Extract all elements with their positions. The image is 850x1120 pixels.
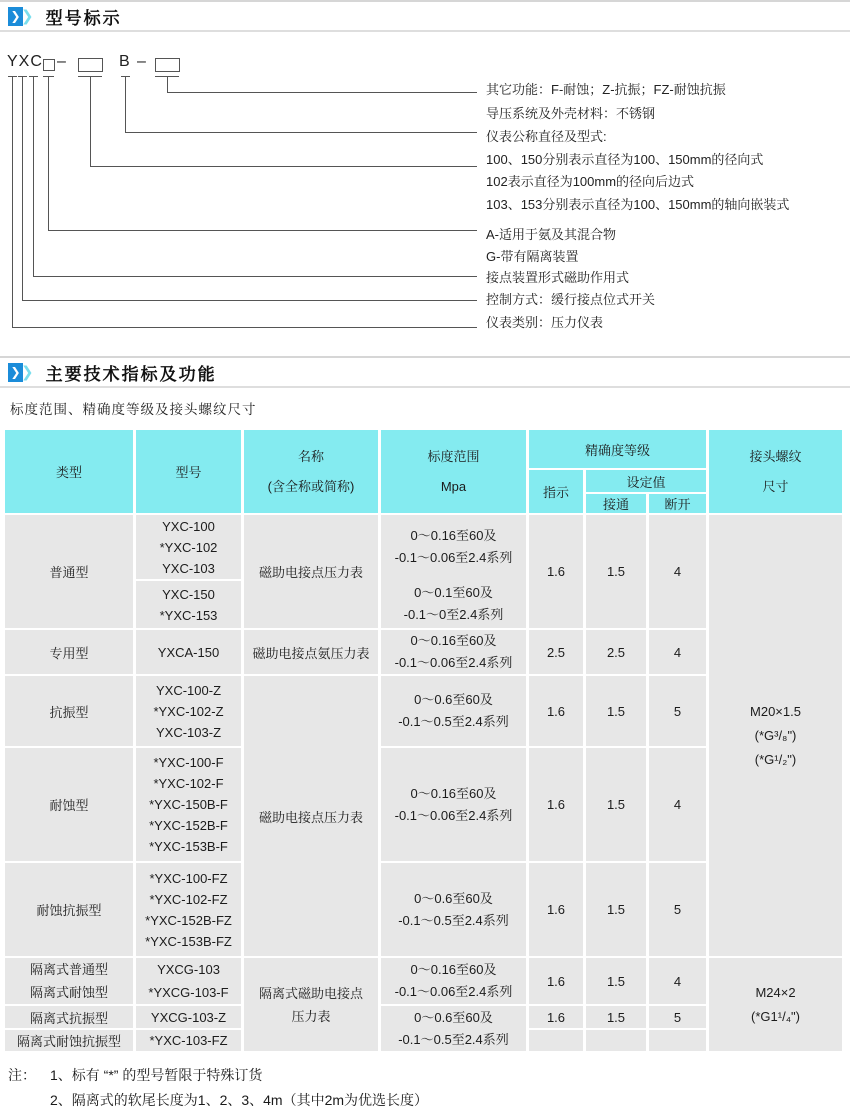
cell-name-mid-span: 磁助电接点压力表 <box>244 676 378 956</box>
type-line: 隔离式耐蚀型 <box>29 985 108 1000</box>
cell-models-ordinary-a <box>136 515 241 579</box>
range-line: 0～0.16至60及 <box>410 962 497 977</box>
range-line: -0.1～0.06至2.4系列 <box>394 807 513 823</box>
cell-models-isolated-1 <box>136 958 241 1004</box>
range-line: -0.1～0.06至2.4系列 <box>394 984 513 999</box>
cell-thread-isolated <box>709 958 842 1051</box>
cell-open-antivibration: 5 <box>649 676 706 746</box>
name-line: 压力表 <box>291 1008 331 1024</box>
thread-line: (*G¹/₂") <box>754 751 797 767</box>
model-item: YXC-100 <box>162 518 215 534</box>
cell-indication-antivibration: 1.6 <box>529 676 583 746</box>
cell-models-ordinary-b <box>136 581 241 628</box>
cell-close-isolated-3-empty <box>586 1030 646 1051</box>
header-thread-line2: 尺寸 <box>762 478 789 494</box>
cell-type-corrosion: 耐蚀型 <box>5 748 133 861</box>
cell-model-isolated-3: *YXC-103-FZ <box>136 1030 241 1051</box>
leader-line-box2 <box>90 76 91 166</box>
cell-close-special: 2.5 <box>586 630 646 674</box>
model-code-box-3 <box>155 58 180 72</box>
model-item: *YXCG-103-F <box>148 985 229 1000</box>
cell-thread-main <box>709 515 842 956</box>
chevron-glyph: ❯ <box>21 8 34 25</box>
cell-open-corrosion-antivibration: 5 <box>649 863 706 956</box>
cell-type-isolated-1 <box>5 958 133 1004</box>
header-close: 接通 <box>586 494 646 513</box>
cell-close-isolated-2: 1.5 <box>586 1006 646 1028</box>
thread-line: (*G³/₈") <box>754 727 797 743</box>
model-item: YXC-100-Z <box>155 682 222 698</box>
leader-line-x <box>22 76 23 300</box>
model-item: *YXC-153B-FZ <box>145 933 232 949</box>
cell-type-corrosion-antivibration: 耐蚀抗振型 <box>5 863 133 956</box>
section-header-technical-specs <box>0 356 850 388</box>
leader-line-c <box>33 76 34 276</box>
diagram-label-contact-device: 接点装置形式磁助作用式 <box>486 270 630 285</box>
model-item: YXC-103-Z <box>155 724 222 740</box>
diagram-label-ammonia: A-适用于氨及其混合物 <box>486 227 617 242</box>
cell-range-corrosion-antivibration <box>381 863 526 956</box>
cell-open-isolated-1: 4 <box>649 958 706 1004</box>
leader-run-box1 <box>48 230 477 231</box>
model-item: *YXC-152B-FZ <box>145 912 232 928</box>
header-thread <box>709 430 842 513</box>
range-line: 0～0.16至60及 <box>410 633 497 648</box>
cell-models-corrosion-antivibration <box>136 863 241 956</box>
model-item: *YXC-102-Z <box>153 703 224 719</box>
model-code-box-2 <box>78 58 103 72</box>
model-item: *YXC-153 <box>159 607 218 623</box>
leader-run-c <box>33 276 477 277</box>
cell-model-isolated-2: YXCG-103-Z <box>136 1006 241 1028</box>
header-type: 类型 <box>5 430 133 513</box>
model-item: *YXC-102-FZ <box>149 891 228 907</box>
diagram-label-diameter-103-153: 103、153分别表示直径为100、150mm的轴向嵌装式 <box>486 197 790 212</box>
cell-type-special: 专用型 <box>5 630 133 674</box>
note-label: 注： <box>8 1067 36 1083</box>
chevron-glyph: ❯ <box>21 364 34 381</box>
cell-range-isolated-1 <box>381 958 526 1004</box>
cell-indication-isolated-3-empty <box>529 1030 583 1051</box>
model-item: *YXC-100-F <box>153 755 224 770</box>
cell-name-special: 磁助电接点氨压力表 <box>244 630 378 674</box>
model-designation-diagram <box>0 32 850 352</box>
cell-close-ordinary: 1.5 <box>586 515 646 628</box>
range-line: 0～0.6至60及 <box>414 890 493 906</box>
cell-type-isolated-3: 隔离式耐蚀抗振型 <box>5 1030 133 1051</box>
range-line: -0.1～0.5至2.4系列 <box>398 1031 509 1047</box>
model-item: YXC-103 <box>162 560 215 576</box>
header-name <box>244 430 378 513</box>
cell-close-antivibration: 1.5 <box>586 676 646 746</box>
header-thread-line1: 接头螺纹 <box>749 448 802 464</box>
diagram-label-isolation: G-带有隔离装置 <box>486 249 579 264</box>
model-item: *YXC-102-F <box>153 776 224 791</box>
type-line: 隔离式普通型 <box>29 962 108 977</box>
cell-open-isolated-2: 5 <box>649 1006 706 1028</box>
header-open: 断开 <box>649 494 706 513</box>
header-name-line1: 名称 <box>297 448 324 464</box>
diagram-label-material: 导压系统及外壳材料：不锈钢 <box>486 106 656 121</box>
model-item: *YXC-100-FZ <box>149 870 228 886</box>
leader-run-box3 <box>167 92 477 93</box>
specifications-table <box>5 430 842 1051</box>
header-range <box>381 430 526 513</box>
footnotes <box>8 1063 428 1113</box>
cell-open-corrosion: 4 <box>649 748 706 861</box>
section-title-technical-specs: 主要技术指标及功能 <box>45 364 217 384</box>
range-line: -0.1～0.5至2.4系列 <box>398 714 509 729</box>
cell-type-isolated-2: 隔离式抗振型 <box>5 1006 133 1028</box>
note-lines <box>50 1063 428 1113</box>
name-line: 隔离式磁助电接点 <box>258 985 363 1001</box>
section-title-model-designation: 型号标示 <box>45 8 122 28</box>
note-line-2: 2、隔离式的软尾长度为1、2、3、4m（其中2m为优选长度） <box>50 1092 429 1108</box>
cell-type-ordinary: 普通型 <box>5 515 133 628</box>
range-line: 0～0.16至60及 <box>410 528 497 543</box>
cell-range-ordinary <box>381 515 526 628</box>
diagram-label-instrument-category: 仪表类别：压力仪表 <box>486 315 604 330</box>
range-line: 0～0.16至60及 <box>410 785 497 801</box>
thread-line: M24×2 <box>755 984 796 1000</box>
leader-run-x <box>22 300 477 301</box>
header-setpoint: 设定值 <box>586 470 706 492</box>
cell-indication-ordinary: 1.6 <box>529 515 583 628</box>
chevron-glyph: ❯ <box>10 9 21 23</box>
thread-line: (*G1¹/₄") <box>751 1008 800 1024</box>
leader-run-y <box>12 327 477 328</box>
leader-line-box3 <box>167 76 168 92</box>
leader-line-b <box>125 76 126 132</box>
model-item: YXCG-103 <box>157 962 220 977</box>
model-code-dash-2: – <box>137 53 147 70</box>
cell-models-corrosion <box>136 748 241 861</box>
cell-indication-corrosion-antivibration: 1.6 <box>529 863 583 956</box>
model-item: *YXC-102 <box>159 539 218 555</box>
header-name-line2: (含全称或简称) <box>267 478 355 494</box>
range-line: -0.1～0至2.4系列 <box>403 606 504 622</box>
range-line: 0～0.6至60及 <box>414 1009 493 1025</box>
thread-line: M20×1.5 <box>750 703 801 719</box>
range-line: 0～0.6至60及 <box>414 692 493 707</box>
cell-models-antivibration <box>136 676 241 746</box>
cell-model-special: YXCA-150 <box>136 630 241 674</box>
model-code-box-1 <box>43 59 55 71</box>
diagram-label-diameter-100-150: 100、150分别表示直径为100、150mm的径向式 <box>486 152 764 167</box>
range-line: 0～0.1至60及 <box>414 584 493 600</box>
cell-close-isolated-1: 1.5 <box>586 958 646 1004</box>
cell-indication-corrosion: 1.6 <box>529 748 583 861</box>
model-item: *YXC-152B-F <box>149 818 228 833</box>
table-subtitle: 标度范围、精确度等级及接头螺纹尺寸 <box>10 402 257 417</box>
leader-run-b <box>125 132 477 133</box>
cell-indication-isolated-2: 1.6 <box>529 1006 583 1028</box>
header-model: 型号 <box>136 430 241 513</box>
cell-close-corrosion: 1.5 <box>586 748 646 861</box>
leader-line-y <box>12 76 13 327</box>
note-line-1: 1、标有 “*” 的型号暂限于特殊订货 <box>50 1067 263 1083</box>
cell-name-isolated <box>244 958 378 1051</box>
model-item: *YXC-150B-F <box>149 797 228 812</box>
header-range-line2: Mpa <box>440 478 467 494</box>
range-block-b <box>404 579 504 628</box>
section-chevron-cyan-icon <box>21 7 34 25</box>
cell-range-corrosion <box>381 748 526 861</box>
diagram-label-control-mode: 控制方式：缓行接点位式开关 <box>486 292 656 307</box>
chevron-glyph: ❯ <box>10 365 21 379</box>
cell-open-ordinary: 4 <box>649 515 706 628</box>
model-item: YXC-150 <box>162 586 215 602</box>
cell-type-antivibration: 抗振型 <box>5 676 133 746</box>
leader-line-box1 <box>48 76 49 230</box>
model-item: *YXC-153B-F <box>149 839 228 854</box>
range-line: -0.1～0.5至2.4系列 <box>398 912 509 928</box>
model-code-b: B <box>119 53 131 70</box>
cell-name-ordinary: 磁助电接点压力表 <box>244 515 378 628</box>
cell-range-special <box>381 630 526 674</box>
cell-indication-isolated-1: 1.6 <box>529 958 583 1004</box>
range-block-a <box>395 515 513 579</box>
model-code-prefix: YXC <box>7 53 43 70</box>
leader-run-box2 <box>90 166 477 167</box>
cell-range-antivibration <box>381 676 526 746</box>
diagram-label-diameter-102: 102表示直径为100mm的径向后边式 <box>486 174 695 189</box>
cell-close-corrosion-antivibration: 1.5 <box>586 863 646 956</box>
section-header-model-designation <box>0 0 850 32</box>
header-range-line1: 标度范围 <box>427 448 480 464</box>
cell-indication-special: 2.5 <box>529 630 583 674</box>
range-line: -0.1～0.06至2.4系列 <box>394 550 513 565</box>
model-code-dash-1: – <box>57 53 67 70</box>
header-indication: 指示 <box>529 470 583 513</box>
header-accuracy: 精确度等级 <box>529 430 706 468</box>
diagram-label-other-functions: 其它功能：F-耐蚀；Z-抗振；FZ-耐蚀抗振 <box>486 82 726 97</box>
section-chevron-cyan-icon <box>21 363 34 381</box>
cell-open-isolated-3-empty <box>649 1030 706 1051</box>
cell-open-special: 4 <box>649 630 706 674</box>
cell-range-isolated-2 <box>381 1006 526 1051</box>
range-line: -0.1～0.06至2.4系列 <box>394 655 513 670</box>
diagram-label-diameter-title: 仪表公称直径及型式: <box>486 129 607 144</box>
